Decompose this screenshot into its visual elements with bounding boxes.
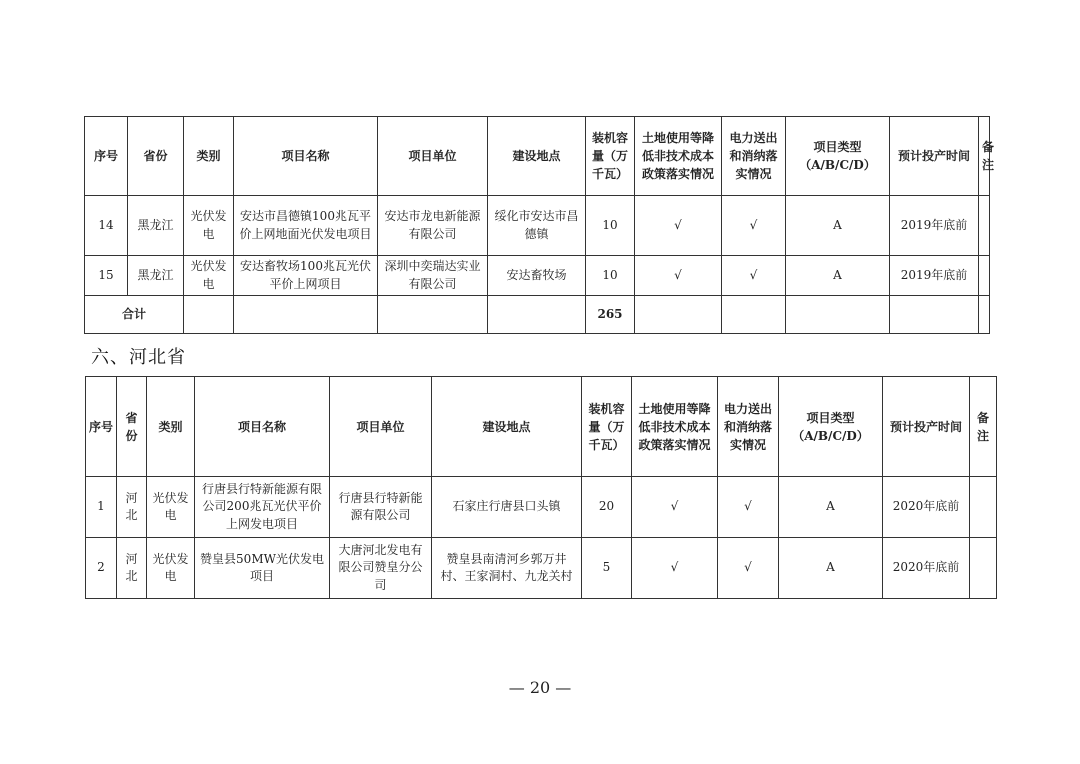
cell-category: 光伏发电 bbox=[184, 196, 234, 256]
cell-land-policy: √ bbox=[635, 256, 722, 296]
header-province: 省份 bbox=[128, 117, 184, 196]
header-project-type: 项目类型（A/B/C/D） bbox=[786, 117, 890, 196]
cell-expected-time: 2020年底前 bbox=[883, 538, 970, 599]
cell-project-name: 行唐县行特新能源有限公司200兆瓦光伏平价上网发电项目 bbox=[195, 477, 330, 538]
cell-project-name: 赞皇县50MW光伏发电项目 bbox=[195, 538, 330, 599]
cell-land-policy: √ bbox=[632, 477, 718, 538]
cell-project-type: A bbox=[779, 538, 883, 599]
cell-location: 石家庄行唐县口头镇 bbox=[432, 477, 582, 538]
projects-table-heilongjiang bbox=[84, 116, 995, 334]
table-row bbox=[85, 256, 990, 296]
header-power-delivery: 电力送出和消纳落实情况 bbox=[722, 117, 786, 196]
cell-seq: 2 bbox=[86, 538, 117, 599]
cell-category: 光伏发电 bbox=[184, 256, 234, 296]
cell-capacity: 10 bbox=[586, 256, 635, 296]
header-expected-time: 预计投产时间 bbox=[890, 117, 979, 196]
cell-project-unit: 大唐河北发电有限公司赞皇分公司 bbox=[330, 538, 432, 599]
cell-project-type: A bbox=[779, 477, 883, 538]
header-land-policy: 土地使用等降低非技术成本政策落实情况 bbox=[635, 117, 722, 196]
table-row bbox=[86, 477, 997, 538]
cell-location: 安达畜牧场 bbox=[488, 256, 586, 296]
cell-remarks bbox=[970, 477, 997, 538]
header-capacity: 装机容量（万千瓦） bbox=[586, 117, 635, 196]
header-province: 省份 bbox=[117, 377, 147, 477]
cell-seq: 14 bbox=[85, 196, 128, 256]
cell-project-unit: 安达市龙电新能源有限公司 bbox=[378, 196, 488, 256]
cell-power-delivery: √ bbox=[718, 477, 779, 538]
cell-seq: 1 bbox=[86, 477, 117, 538]
table-row bbox=[85, 196, 990, 256]
cell-province: 黑龙江 bbox=[128, 196, 184, 256]
header-location: 建设地点 bbox=[488, 117, 586, 196]
cell-location: 赞皇县南清河乡郭万井村、王家洞村、九龙关村 bbox=[432, 538, 582, 599]
cell-expected-time: 2020年底前 bbox=[883, 477, 970, 538]
header-remarks: 备注 bbox=[970, 377, 997, 477]
header-land-policy: 土地使用等降低非技术成本政策落实情况 bbox=[632, 377, 718, 477]
total-label: 合计 bbox=[85, 296, 184, 334]
header-project-unit: 项目单位 bbox=[330, 377, 432, 477]
cell-project-type: A bbox=[786, 196, 890, 256]
cell-power-delivery: √ bbox=[722, 196, 786, 256]
header-project-name: 项目名称 bbox=[195, 377, 330, 477]
cell-land-policy: √ bbox=[635, 196, 722, 256]
cell-category: 光伏发电 bbox=[147, 538, 195, 599]
cell-project-name: 安达市昌德镇100兆瓦平价上网地面光伏发电项目 bbox=[234, 196, 378, 256]
table-header-row bbox=[86, 377, 997, 477]
cell-seq: 15 bbox=[85, 256, 128, 296]
cell-expected-time: 2019年底前 bbox=[890, 256, 979, 296]
cell-province: 河北 bbox=[117, 538, 147, 599]
header-project-name: 项目名称 bbox=[234, 117, 378, 196]
cell-capacity: 20 bbox=[582, 477, 632, 538]
cell-expected-time: 2019年底前 bbox=[890, 196, 979, 256]
header-location: 建设地点 bbox=[432, 377, 582, 477]
header-power-delivery: 电力送出和消纳落实情况 bbox=[718, 377, 779, 477]
header-project-type: 项目类型（A/B/C/D） bbox=[779, 377, 883, 477]
page-number: — 20 — bbox=[508, 678, 572, 697]
cell-power-delivery: √ bbox=[718, 538, 779, 599]
cell-project-unit: 行唐县行特新能源有限公司 bbox=[330, 477, 432, 538]
header-capacity: 装机容量（万千瓦） bbox=[582, 377, 632, 477]
total-row bbox=[85, 296, 990, 334]
header-seq: 序号 bbox=[85, 117, 128, 196]
header-expected-time: 预计投产时间 bbox=[883, 377, 970, 477]
cell-capacity: 5 bbox=[582, 538, 632, 599]
total-capacity: 265 bbox=[586, 296, 635, 334]
table-header-row bbox=[85, 117, 990, 196]
cell-province: 河北 bbox=[117, 477, 147, 538]
section-title: 六、河北省 bbox=[91, 347, 186, 368]
cell-remarks bbox=[979, 256, 990, 296]
header-seq: 序号 bbox=[86, 377, 117, 477]
cell-land-policy: √ bbox=[632, 538, 718, 599]
cell-remarks bbox=[970, 538, 997, 599]
cell-project-unit: 深圳中奕瑞达实业有限公司 bbox=[378, 256, 488, 296]
header-category: 类别 bbox=[147, 377, 195, 477]
cell-project-type: A bbox=[786, 256, 890, 296]
cell-project-name: 安达畜牧场100兆瓦光伏平价上网项目 bbox=[234, 256, 378, 296]
cell-capacity: 10 bbox=[586, 196, 635, 256]
cell-category: 光伏发电 bbox=[147, 477, 195, 538]
header-remarks: 备注 bbox=[979, 117, 990, 196]
projects-table-hebei bbox=[85, 376, 997, 599]
table-row bbox=[86, 538, 997, 599]
cell-province: 黑龙江 bbox=[128, 256, 184, 296]
cell-location: 绥化市安达市昌德镇 bbox=[488, 196, 586, 256]
header-category: 类别 bbox=[184, 117, 234, 196]
header-project-unit: 项目单位 bbox=[378, 117, 488, 196]
cell-remarks bbox=[979, 196, 990, 256]
cell-power-delivery: √ bbox=[722, 256, 786, 296]
